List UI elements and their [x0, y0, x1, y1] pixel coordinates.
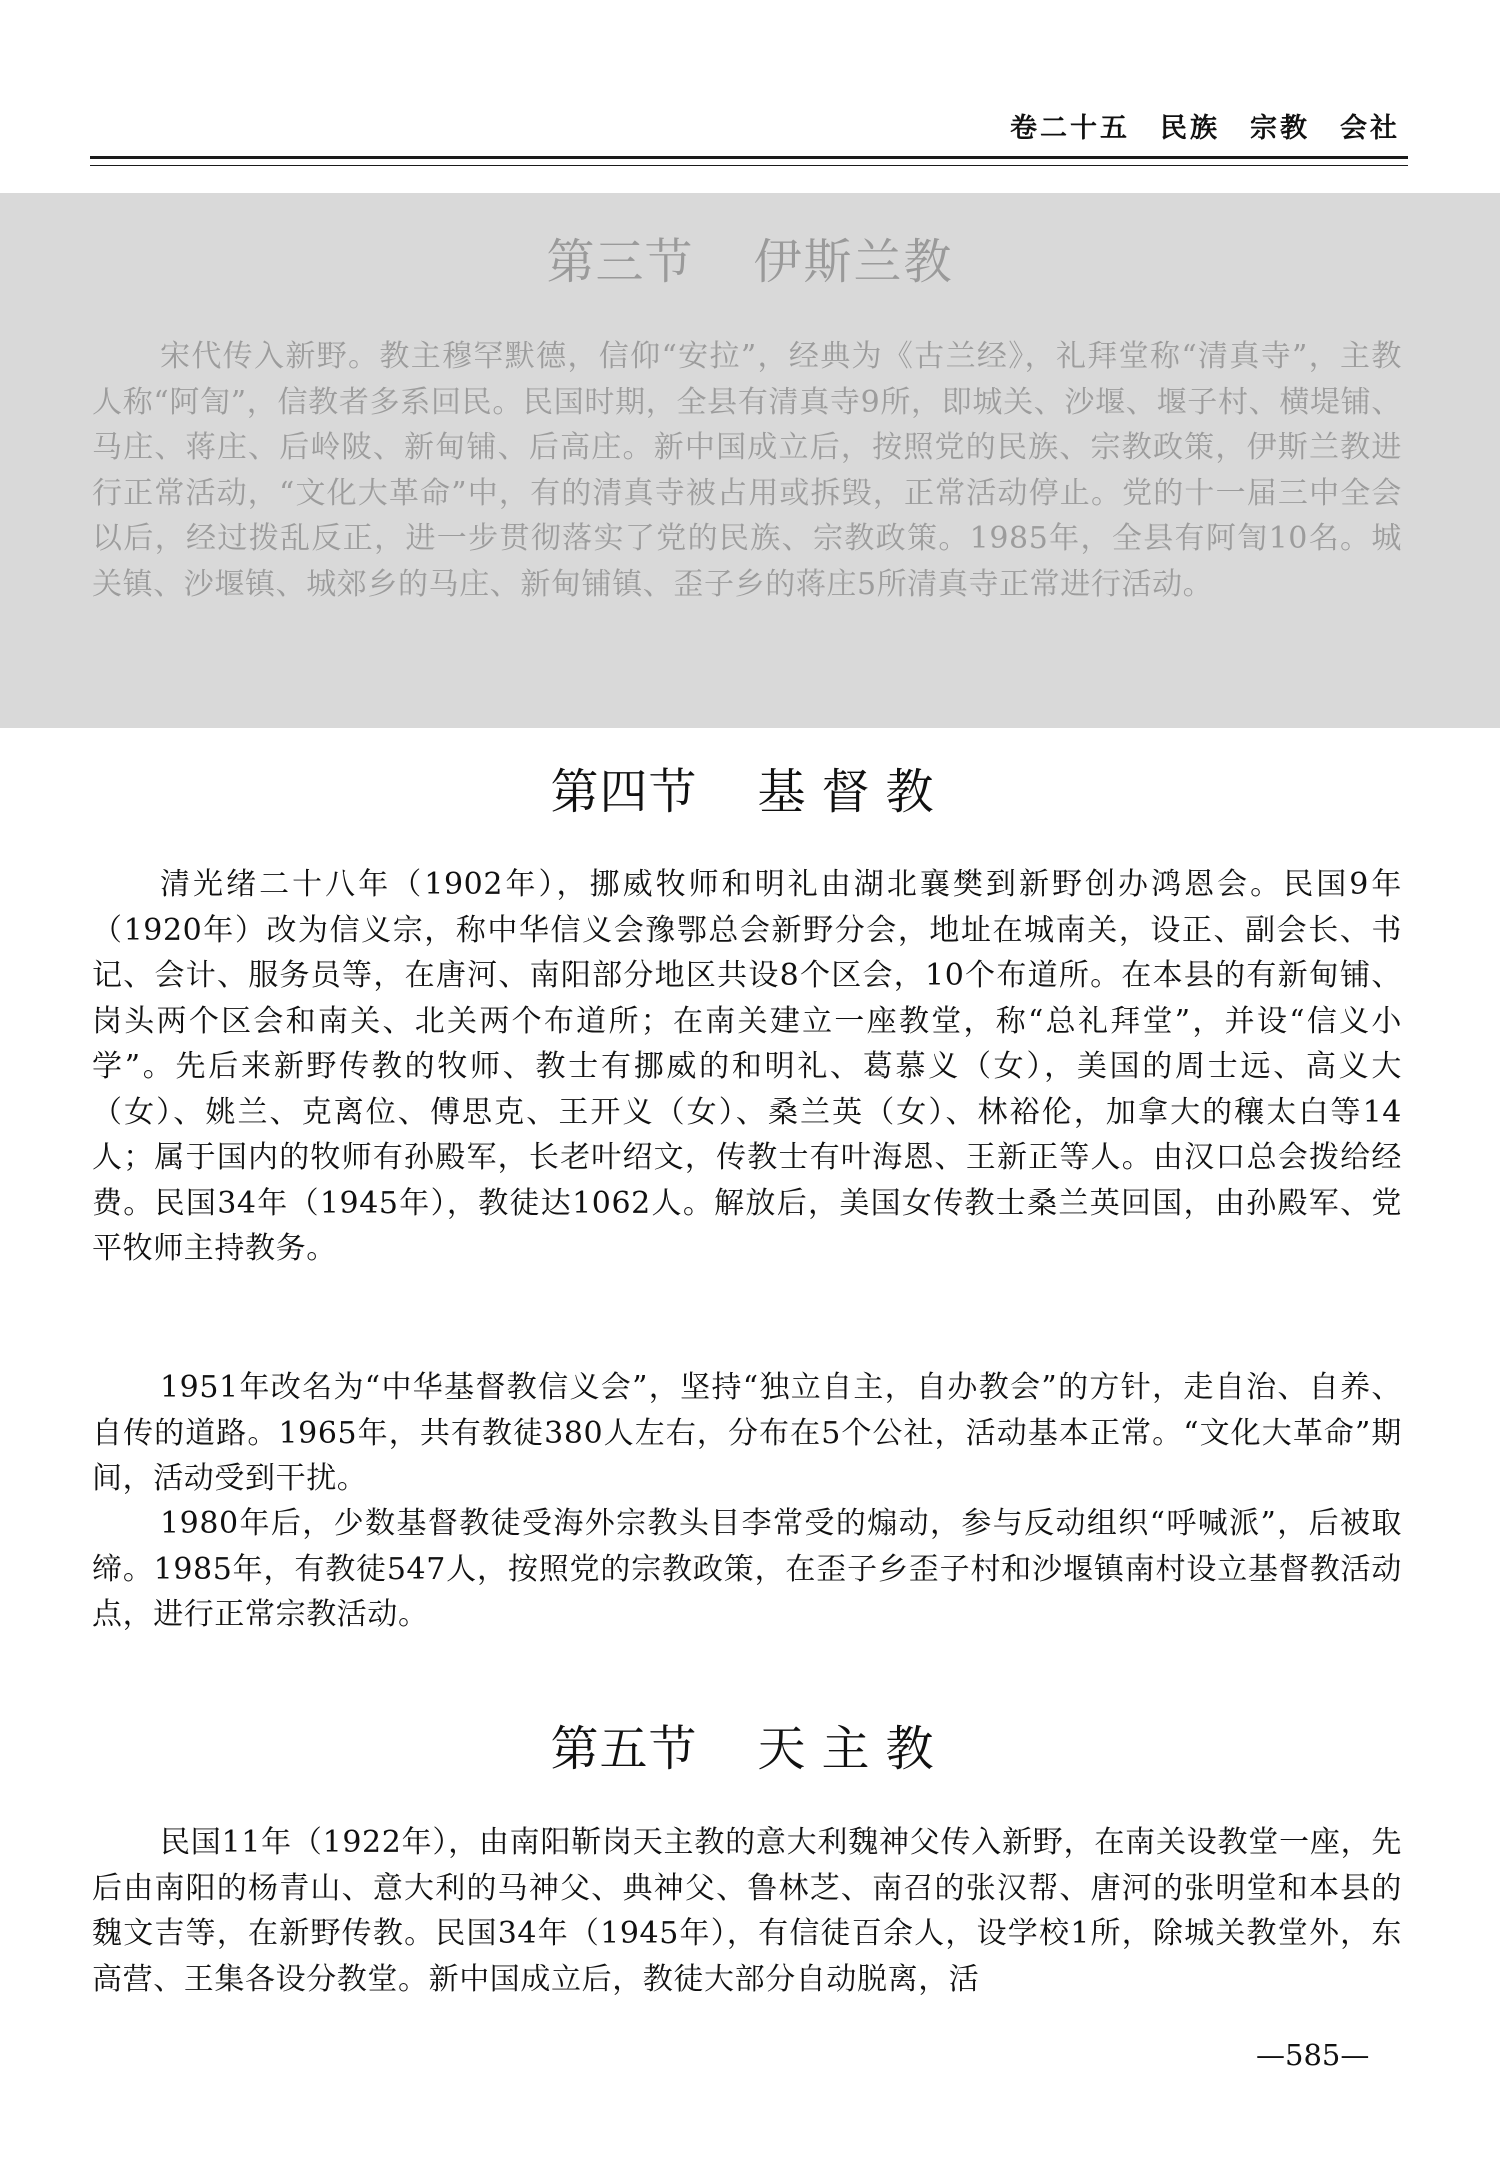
- section-name: 基督教: [757, 764, 950, 820]
- paragraph-catholicism-1: 民国11年（1922年），由南阳靳岗天主教的意大利魏神父传入新野，在南关设教堂一座，先后由南阳的杨青山、意大利的马神父、典神父、鲁林芝、南召的张汉帮、唐河的张明堂和本县的魏文吉等，在新野传教。民国34年（1945年），有信徒百余人，设学校1所，除城关教堂外，东高营、王集各设分教堂。新中国成立后，教徒大部分自动脱离，活: [92, 1825, 1402, 1997]
- header-rule-thick: [90, 156, 1408, 159]
- running-header: 卷二十五 民族 宗教 会社: [1010, 113, 1400, 144]
- header-rule-thin: [90, 165, 1408, 166]
- section-name: 伊斯兰教: [753, 234, 954, 290]
- paragraph-christianity-1: 清光绪二十八年（1902年），挪威牧师和明礼由湖北襄樊到新野创办鸿恩会。民国9年（1920年）改为信义宗，称中华信义会豫鄂总会新野分会，地址在城南关，设正、副会长、书记、会计、服务员等，在唐河、南阳部分地区共设8个区会，10个布道所。在本县的有新甸铺、岗头两个区会和南关、北关两个布道所；在南关建立一座教堂，称“总礼拜堂”，并设“信义小学”。先后来新野传教的牧师、教士有挪威的和明礼、葛慕义（女），美国的周士远、高义大（女）、姚兰、克离位、傅思克、王开义（女）、桑兰英（女）、林裕伦，加拿大的穰太白等14人；属于国内的牧师有孙殿军，长老叶绍文，传教士有叶海恩、王新正等人。由汉口总会拨给经费。民国34年（1945年），教徒达1062人。解放后，美国女传教士桑兰英回国，由孙殿军、党平牧师主持教务。: [92, 867, 1402, 1266]
- paragraph-christianity-3: 1980年后，少数基督教徒受海外宗教头目李常受的煽动，参与反动组织“呼喊派”，后被取缔。1985年，有教徒547人，按照党的宗教政策，在歪子乡歪子村和沙堰镇南村设立基督教活动点，进行正常宗教活动。: [92, 1506, 1402, 1632]
- page-number: —585—: [1256, 2038, 1370, 2072]
- section-number: 第四节: [550, 764, 698, 820]
- section-number: 第三节: [546, 234, 694, 290]
- paragraph-christianity-2: 1951年改名为“中华基督教信义会”，坚持“独立自主，自办教会”的方针，走自治、自养、自传的道路。1965年，共有教徒380人左右，分布在5个公社，活动基本正常。“文化大革命”期间，活动受到干扰。: [92, 1370, 1402, 1496]
- paragraph-islam-1: 宋代传入新野。教主穆罕默德，信仰“安拉”，经典为《古兰经》，礼拜堂称“清真寺”，主教人称“阿訇”，信教者多系回民。民国时期，全县有清真寺9所，即城关、沙堰、堰子村、横堤铺、马庄、蒋庄、后岭陂、新甸铺、后高庄。新中国成立后，按照党的民族、宗教政策，伊斯兰教进行正常活动，“文化大革命”中，有的清真寺被占用或拆毁，正常活动停止。党的十一届三中全会以后，经过拨乱反正，进一步贯彻落实了党的民族、宗教政策。1985年，全县有阿訇10名。城关镇、沙堰镇、城郊乡的马庄、新甸铺镇、歪子乡的蒋庄5所清真寺正常进行活动。: [92, 339, 1402, 602]
- section-title-islam: [0, 223, 1500, 292]
- section-name: 天主教: [757, 1721, 950, 1777]
- section-number: 第五节: [550, 1721, 698, 1777]
- highlighted-section-band: [0, 193, 1500, 728]
- section-title-catholicism: [0, 1710, 1500, 1779]
- section-title-christianity: [0, 753, 1500, 822]
